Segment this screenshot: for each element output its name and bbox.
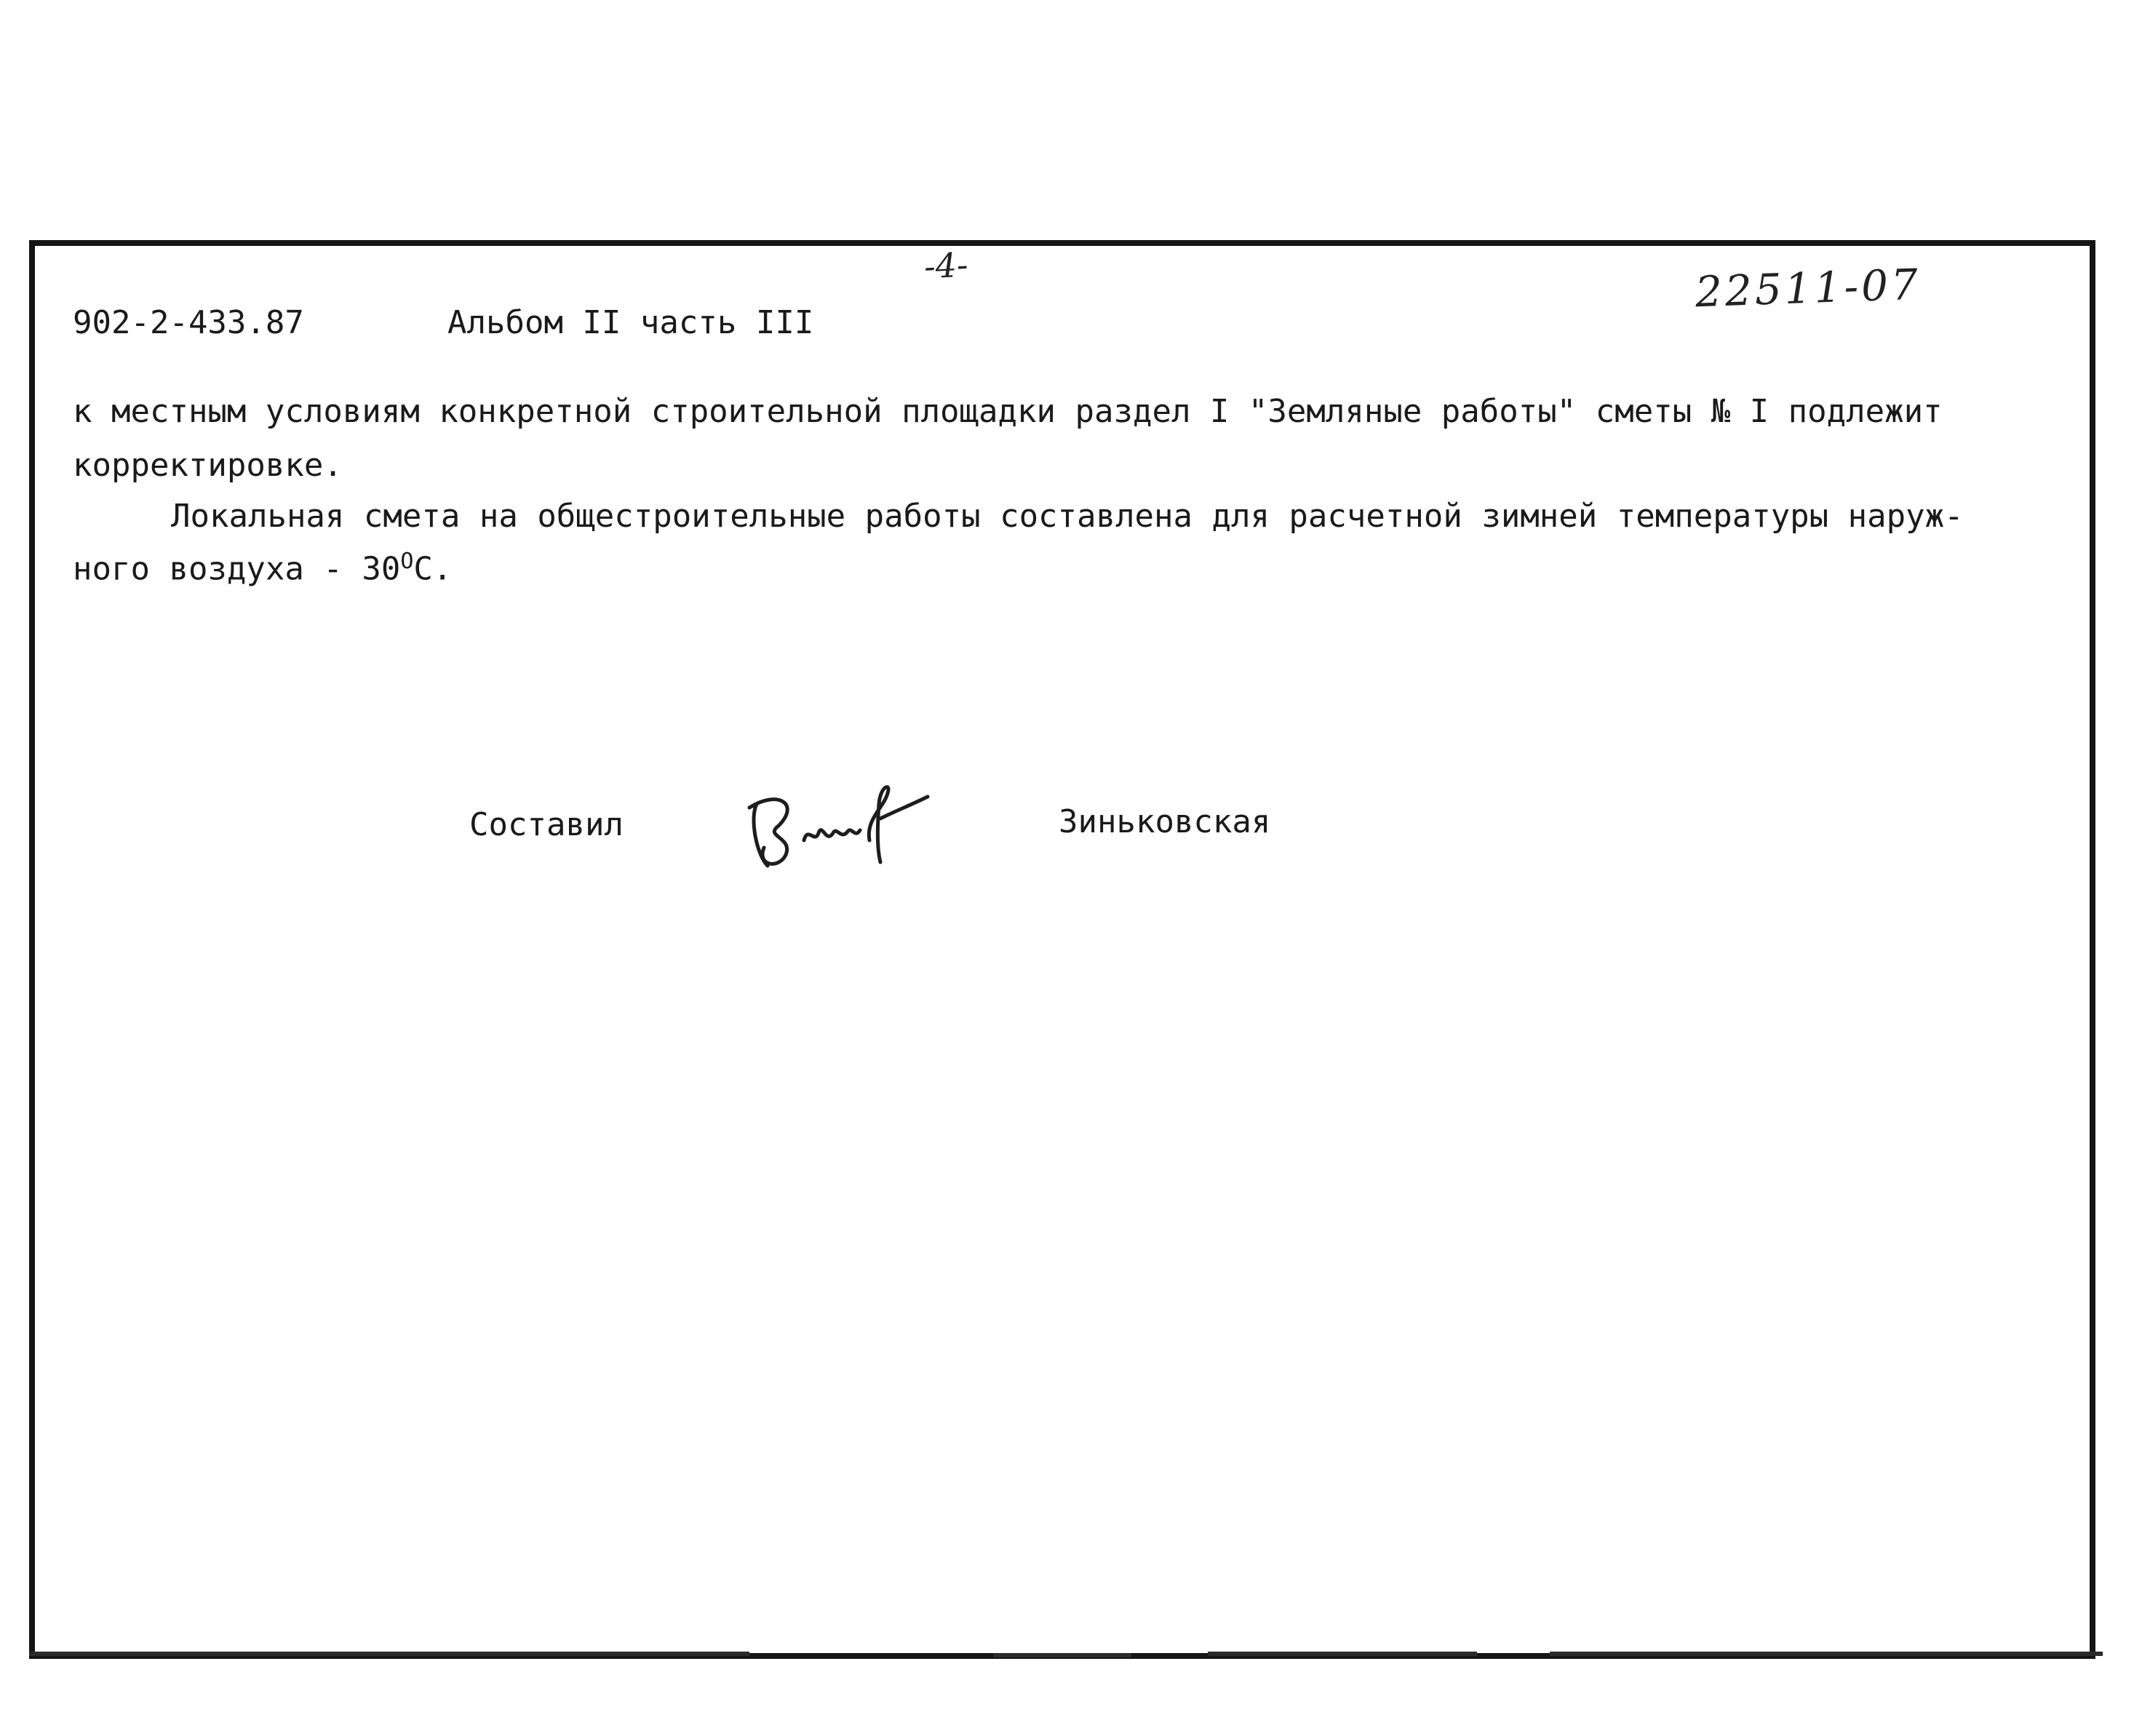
scan-artifact [1208,1652,1477,1656]
body-line-2: корректировке. [73,447,343,484]
compiled-by-label: Составил [469,806,624,843]
scan-artifact [29,1652,749,1656]
body-line-4 [73,549,452,588]
inventory-number: 22511-07 [1694,259,1922,317]
document-code: 902-2-433.87 [73,304,304,341]
album-label: Альбом II часть III [447,304,814,341]
body-line-4-text: ного воздуха - 30 [73,550,401,588]
body-line-3: Локальная смета на общестроительные работы составлена для расчетной зимней температуры наруж- [171,498,1964,535]
body-line-1: к местным условиям конкретной строительной площадки раздел I "Земляные работы" сметы № I подлежит [73,393,1943,430]
page-number: -4- [923,244,969,287]
scan-artifact [993,1653,1131,1657]
degree-sign: O [400,549,414,574]
scan-artifact [1550,1652,2103,1656]
body-line-4-unit: C. [413,550,453,588]
signer-name: Зиньковская [1059,803,1271,840]
handwritten-signature [735,775,939,884]
